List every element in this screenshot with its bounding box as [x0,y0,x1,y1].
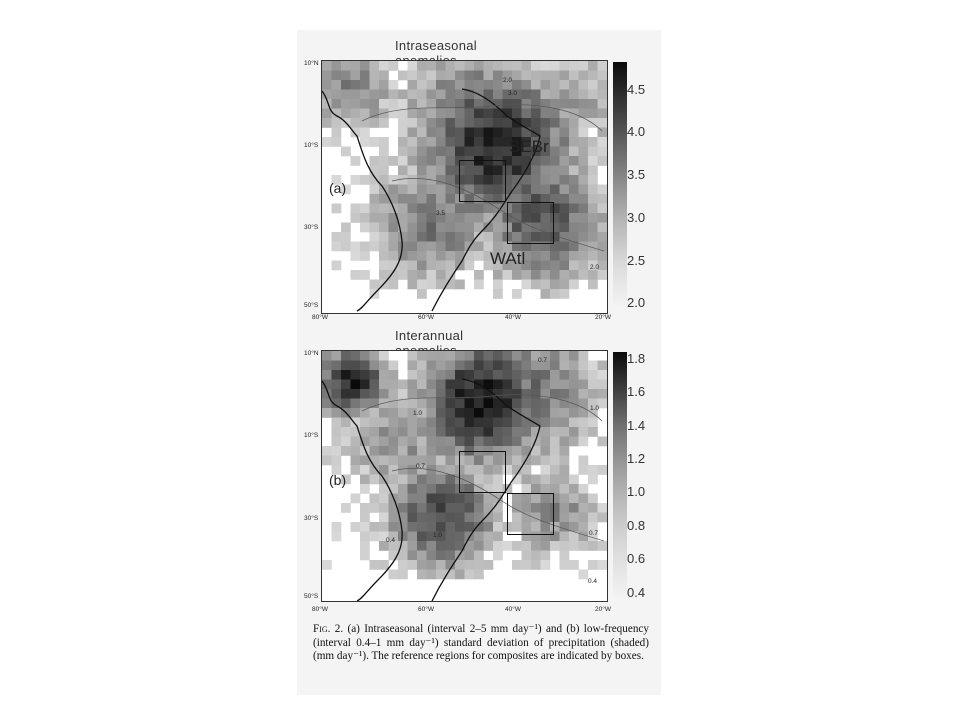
contour-label: 0.7 [416,463,426,470]
caption-text: (a) Intraseasonal (interval 2–5 mm day⁻¹) and (b) low-frequency (interval 0.4–1 mm day⁻¹) standard deviation of precipitation (shaded) (mm day⁻¹). The reference regions for composites are indicated by boxes. [313,623,649,663]
contour-label: 0.7 [538,357,548,364]
lon-tick: 60°W [418,314,434,321]
caption-fig-label: Fig. 2. [313,623,344,635]
colorbar-tick: 0.4 [627,585,646,600]
colorbar-tick: 0.8 [627,518,646,533]
region-label-watl: WAtl [490,249,526,268]
contour-label: 3.5 [436,210,446,217]
lon-tick: 20°W [595,606,611,613]
lat-tick: 30°S [304,224,319,231]
lat-tick: 10°S [304,432,319,439]
lat-tick: 50°S [304,302,319,309]
region-label-sebr: SEBr [509,137,549,156]
region-box-watl [507,202,554,244]
lon-tick: 20°W [595,314,611,321]
contour-label: 1.0 [590,405,600,412]
colorbar-tick: 1.8 [627,351,646,366]
colorbar-tick: 3.0 [627,210,646,225]
lat-tick: 10°N [304,350,319,357]
contour-label: 0.4 [386,537,396,544]
colorbar-tick: 4.5 [627,82,646,97]
region-box-sebr [459,451,506,493]
lat-tick: 10°S [304,142,319,149]
lat-tick: 50°S [304,593,319,600]
lon-tick: 40°W [505,314,521,321]
contour-label: 0.4 [588,578,598,585]
contour-label: 1.0 [413,410,423,417]
colorbar-tick: 1.2 [627,451,646,466]
colorbar-tick: 1.6 [627,384,646,399]
lat-tick: 10°N [304,60,319,67]
contour-label: 3.0 [508,90,518,97]
colorbar-tick: 3.5 [627,167,646,182]
panel-b-colorbar [613,352,627,598]
lon-tick: 80°W [312,314,328,321]
colorbar-tick: 1.4 [627,418,646,433]
figure-caption [313,623,649,664]
colorbar-tick: 2.0 [627,295,646,310]
panel-a-title: Intraseasonal [395,38,477,53]
panel-b-title: Interannual [395,328,464,343]
contour-label: 2.0 [590,264,600,271]
contour-label: 0.7 [589,530,599,537]
lon-tick: 60°W [418,606,434,613]
contour-label: 1.0 [433,532,443,539]
colorbar-tick: 2.5 [627,253,646,268]
panel-a-colorbar [613,62,627,308]
colorbar-tick: 0.6 [627,551,646,566]
colorbar-tick: 1.0 [627,484,646,499]
colorbar-tick: 4.0 [627,124,646,139]
lon-tick: 40°W [505,606,521,613]
panel-b-label: (b) [329,472,347,488]
region-box-watl [507,493,554,535]
region-box-sebr [459,160,506,202]
panel-a-label: (a) [329,180,347,196]
contour-label: 2.0 [503,77,513,84]
lat-tick: 30°S [304,515,319,522]
lon-tick: 80°W [312,606,328,613]
